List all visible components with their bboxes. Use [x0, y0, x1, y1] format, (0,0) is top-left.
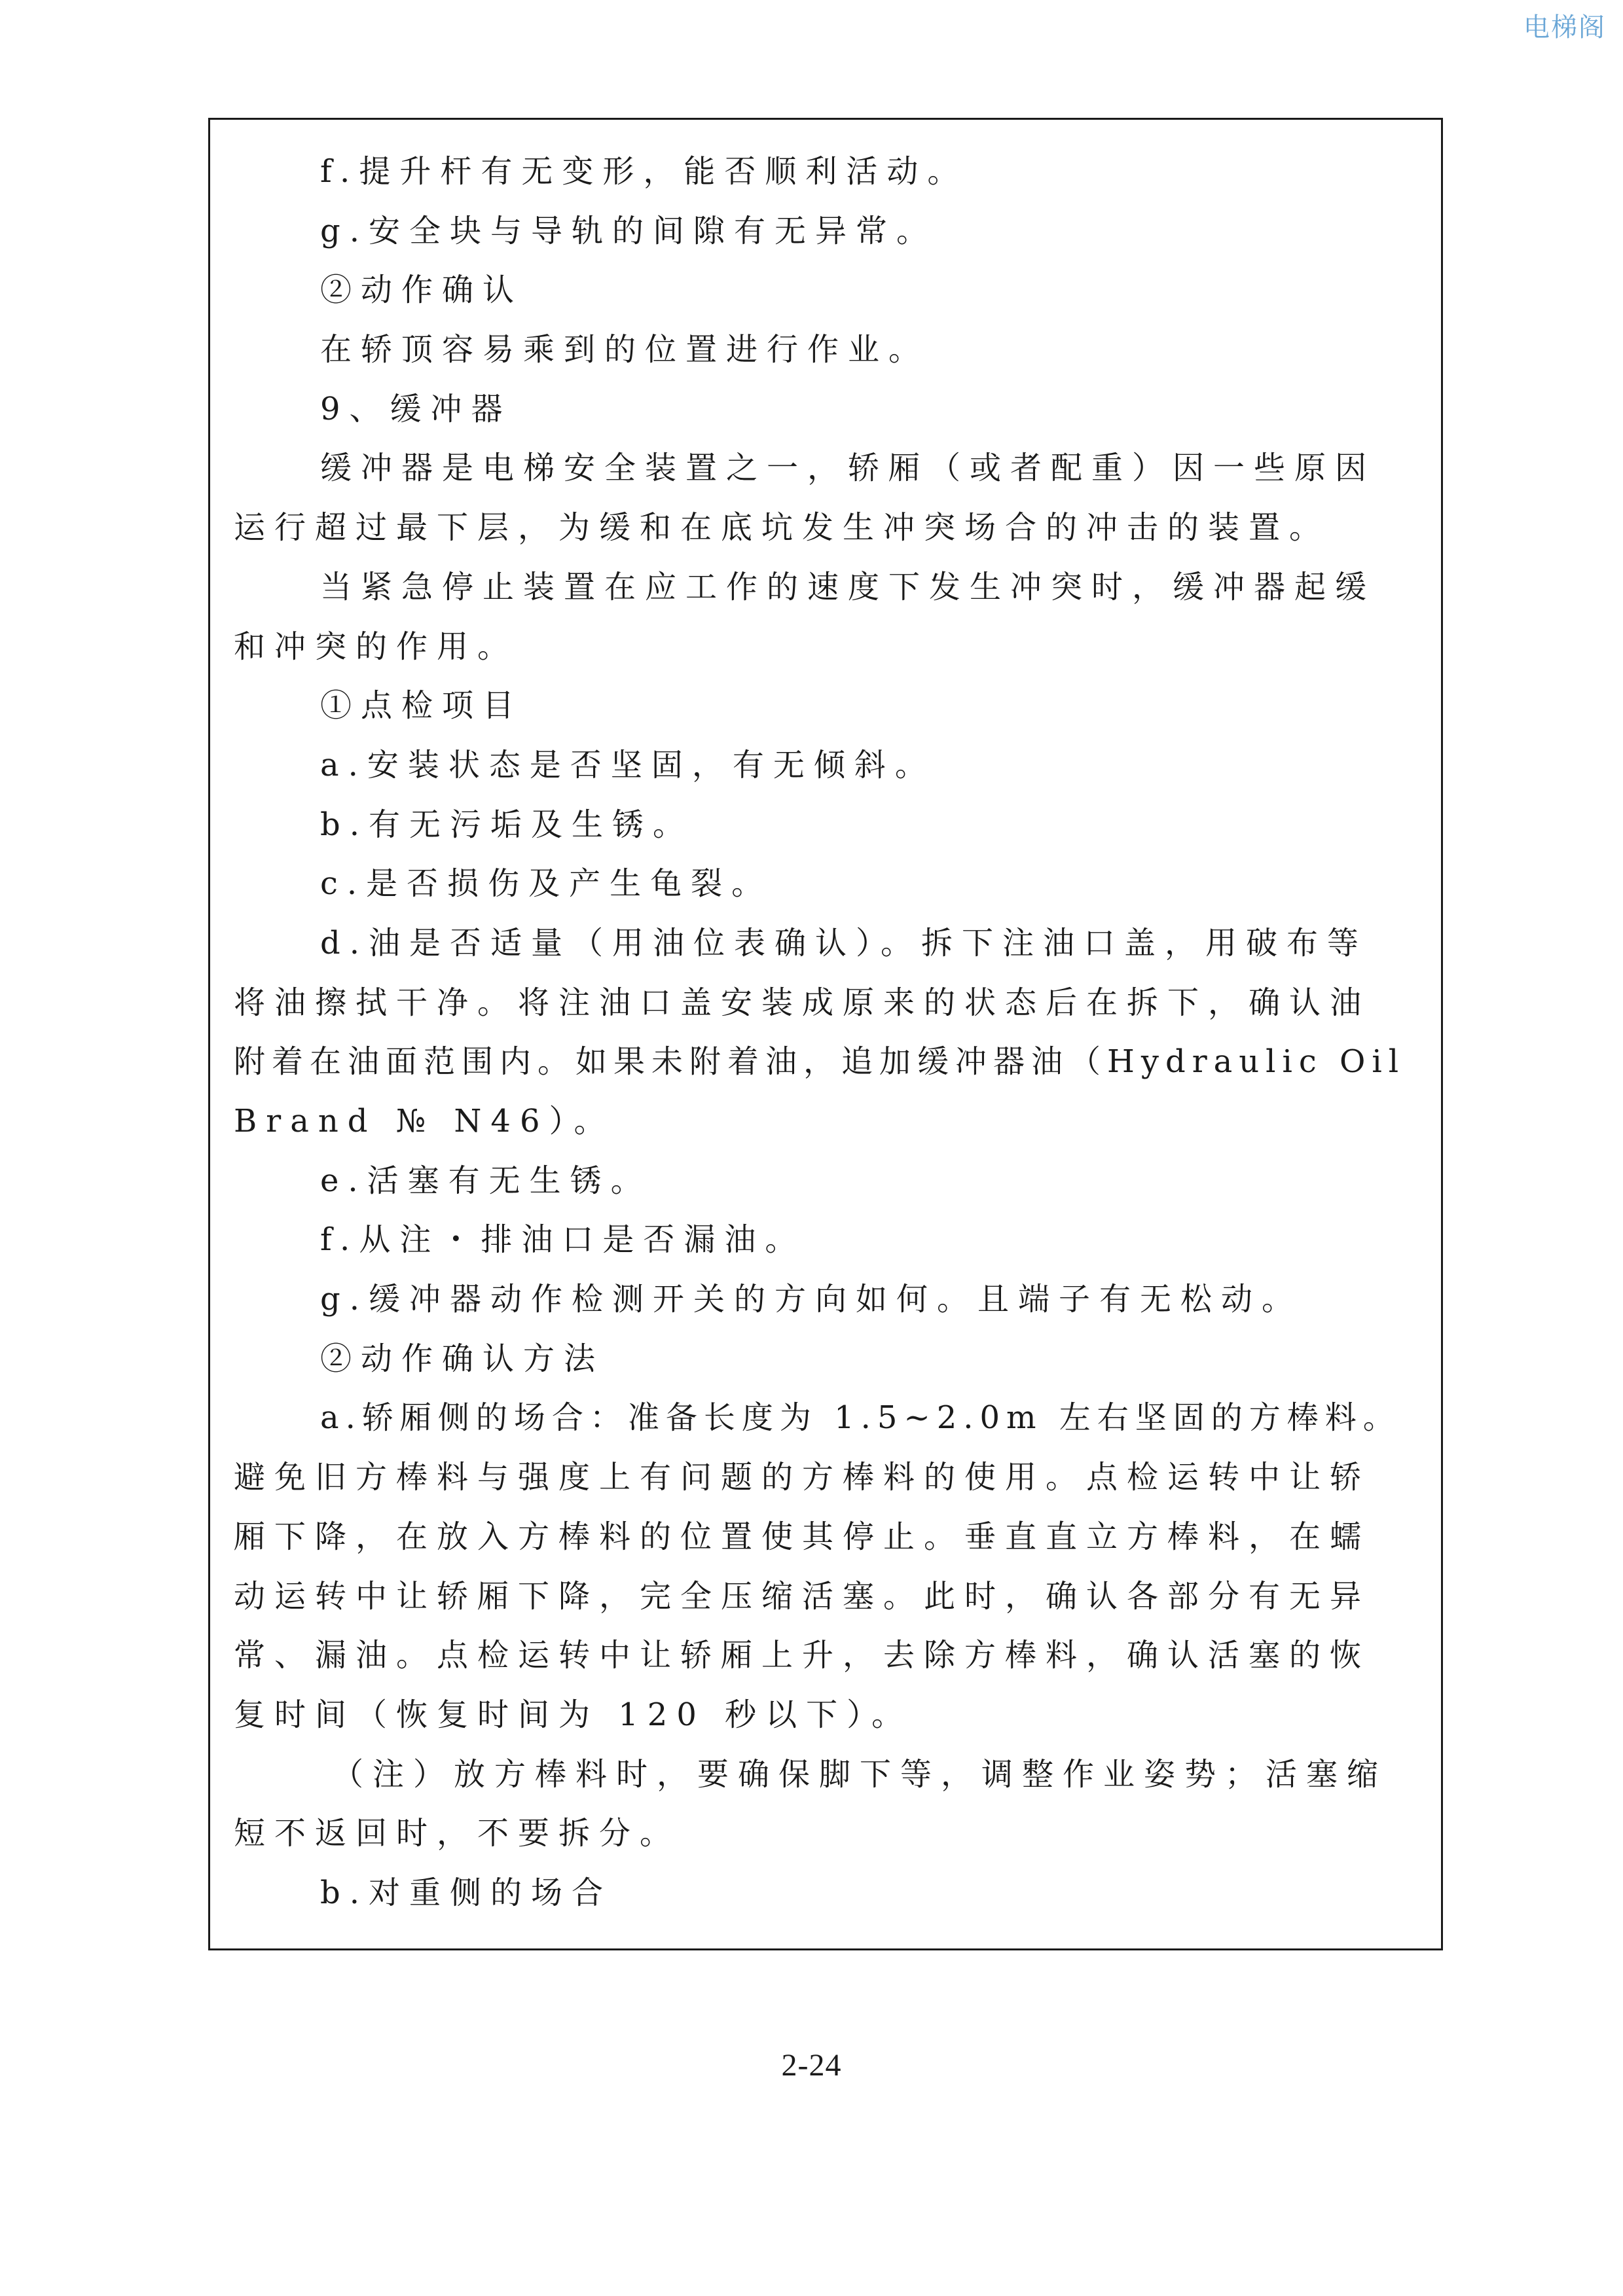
- page-body: [234, 142, 1419, 1923]
- text-line: 缓冲器是电梯安全装置之一，轿厢（或者配重）因一些原因: [320, 450, 1376, 487]
- text-line: b.有无污垢及生锈。: [320, 806, 693, 843]
- watermark-text: 电梯阁: [1523, 12, 1606, 43]
- note-line: 短不返回时，不要拆分。: [234, 1815, 681, 1852]
- text-line: 动运转中让轿厢下降，完全压缩活塞。此时，确认各部分有无异: [234, 1577, 1371, 1615]
- text-line: b.对重侧的场合: [320, 1874, 612, 1911]
- subsection-heading: ②动作确认方法: [320, 1340, 605, 1377]
- text-line: 当紧急停止装置在应工作的速度下发生冲突时，缓冲器起缓: [320, 568, 1376, 605]
- content-frame: [208, 118, 1443, 1950]
- text-line: a.轿厢侧的场合：准备长度为 1.5~2.0m 左右坚固的方棒料。: [320, 1399, 1401, 1437]
- text-line: e.活塞有无生锈。: [320, 1162, 651, 1199]
- text-line: 在轿顶容易乘到的位置进行作业。: [320, 331, 930, 368]
- subsection-heading: ①点检项目: [320, 687, 524, 725]
- text-line: ②动作确认: [320, 272, 524, 309]
- text-line: 附着在油面范围内。如果未附着油，追加缓冲器油（Hydraulic Oil: [234, 1043, 1406, 1081]
- text-line: g.缓冲器动作检测开关的方向如何。且端子有无松动。: [320, 1281, 1302, 1318]
- text-line: 厢下降，在放入方棒料的位置使其停止。垂直直立方棒料，在蠕: [234, 1518, 1371, 1555]
- text-line: 复时间（恢复时间为 120 秒以下）。: [234, 1696, 913, 1733]
- text-line: Brand № N46）。: [234, 1103, 615, 1139]
- text-line: c.是否损伤及产生龟裂。: [320, 865, 773, 903]
- text-line: f.从注・排油口是否漏油。: [320, 1221, 806, 1259]
- text-line: 运行超过最下层，为缓和在底坑发生冲突场合的冲击的装置。: [234, 509, 1330, 547]
- text-line: g.安全块与导轨的间隙有无异常。: [320, 212, 937, 249]
- section-heading: 9、缓冲器: [320, 390, 512, 427]
- text-line: 避免旧方棒料与强度上有问题的方棒料的使用。点检运转中让轿: [234, 1459, 1371, 1496]
- note-line: （注）放方棒料时，要确保脚下等，调整作业姿势；活塞缩: [332, 1755, 1388, 1793]
- text-line: a.安装状态是否坚固，有无倾斜。: [320, 746, 936, 783]
- page-number: 2-24: [781, 2048, 842, 2083]
- text-line: f.提升杆有无变形，能否顺利活动。: [320, 153, 968, 190]
- text-line: 将油擦拭干净。将注油口盖安装成原来的状态后在拆下，确认油: [234, 984, 1371, 1021]
- text-line: 和冲突的作用。: [234, 628, 519, 665]
- text-line: 常、漏油。点检运转中让轿厢上升，去除方棒料，确认活塞的恢: [234, 1637, 1371, 1674]
- text-line: d.油是否适量（用油位表确认）。拆下注油口盖，用破布等: [320, 924, 1368, 961]
